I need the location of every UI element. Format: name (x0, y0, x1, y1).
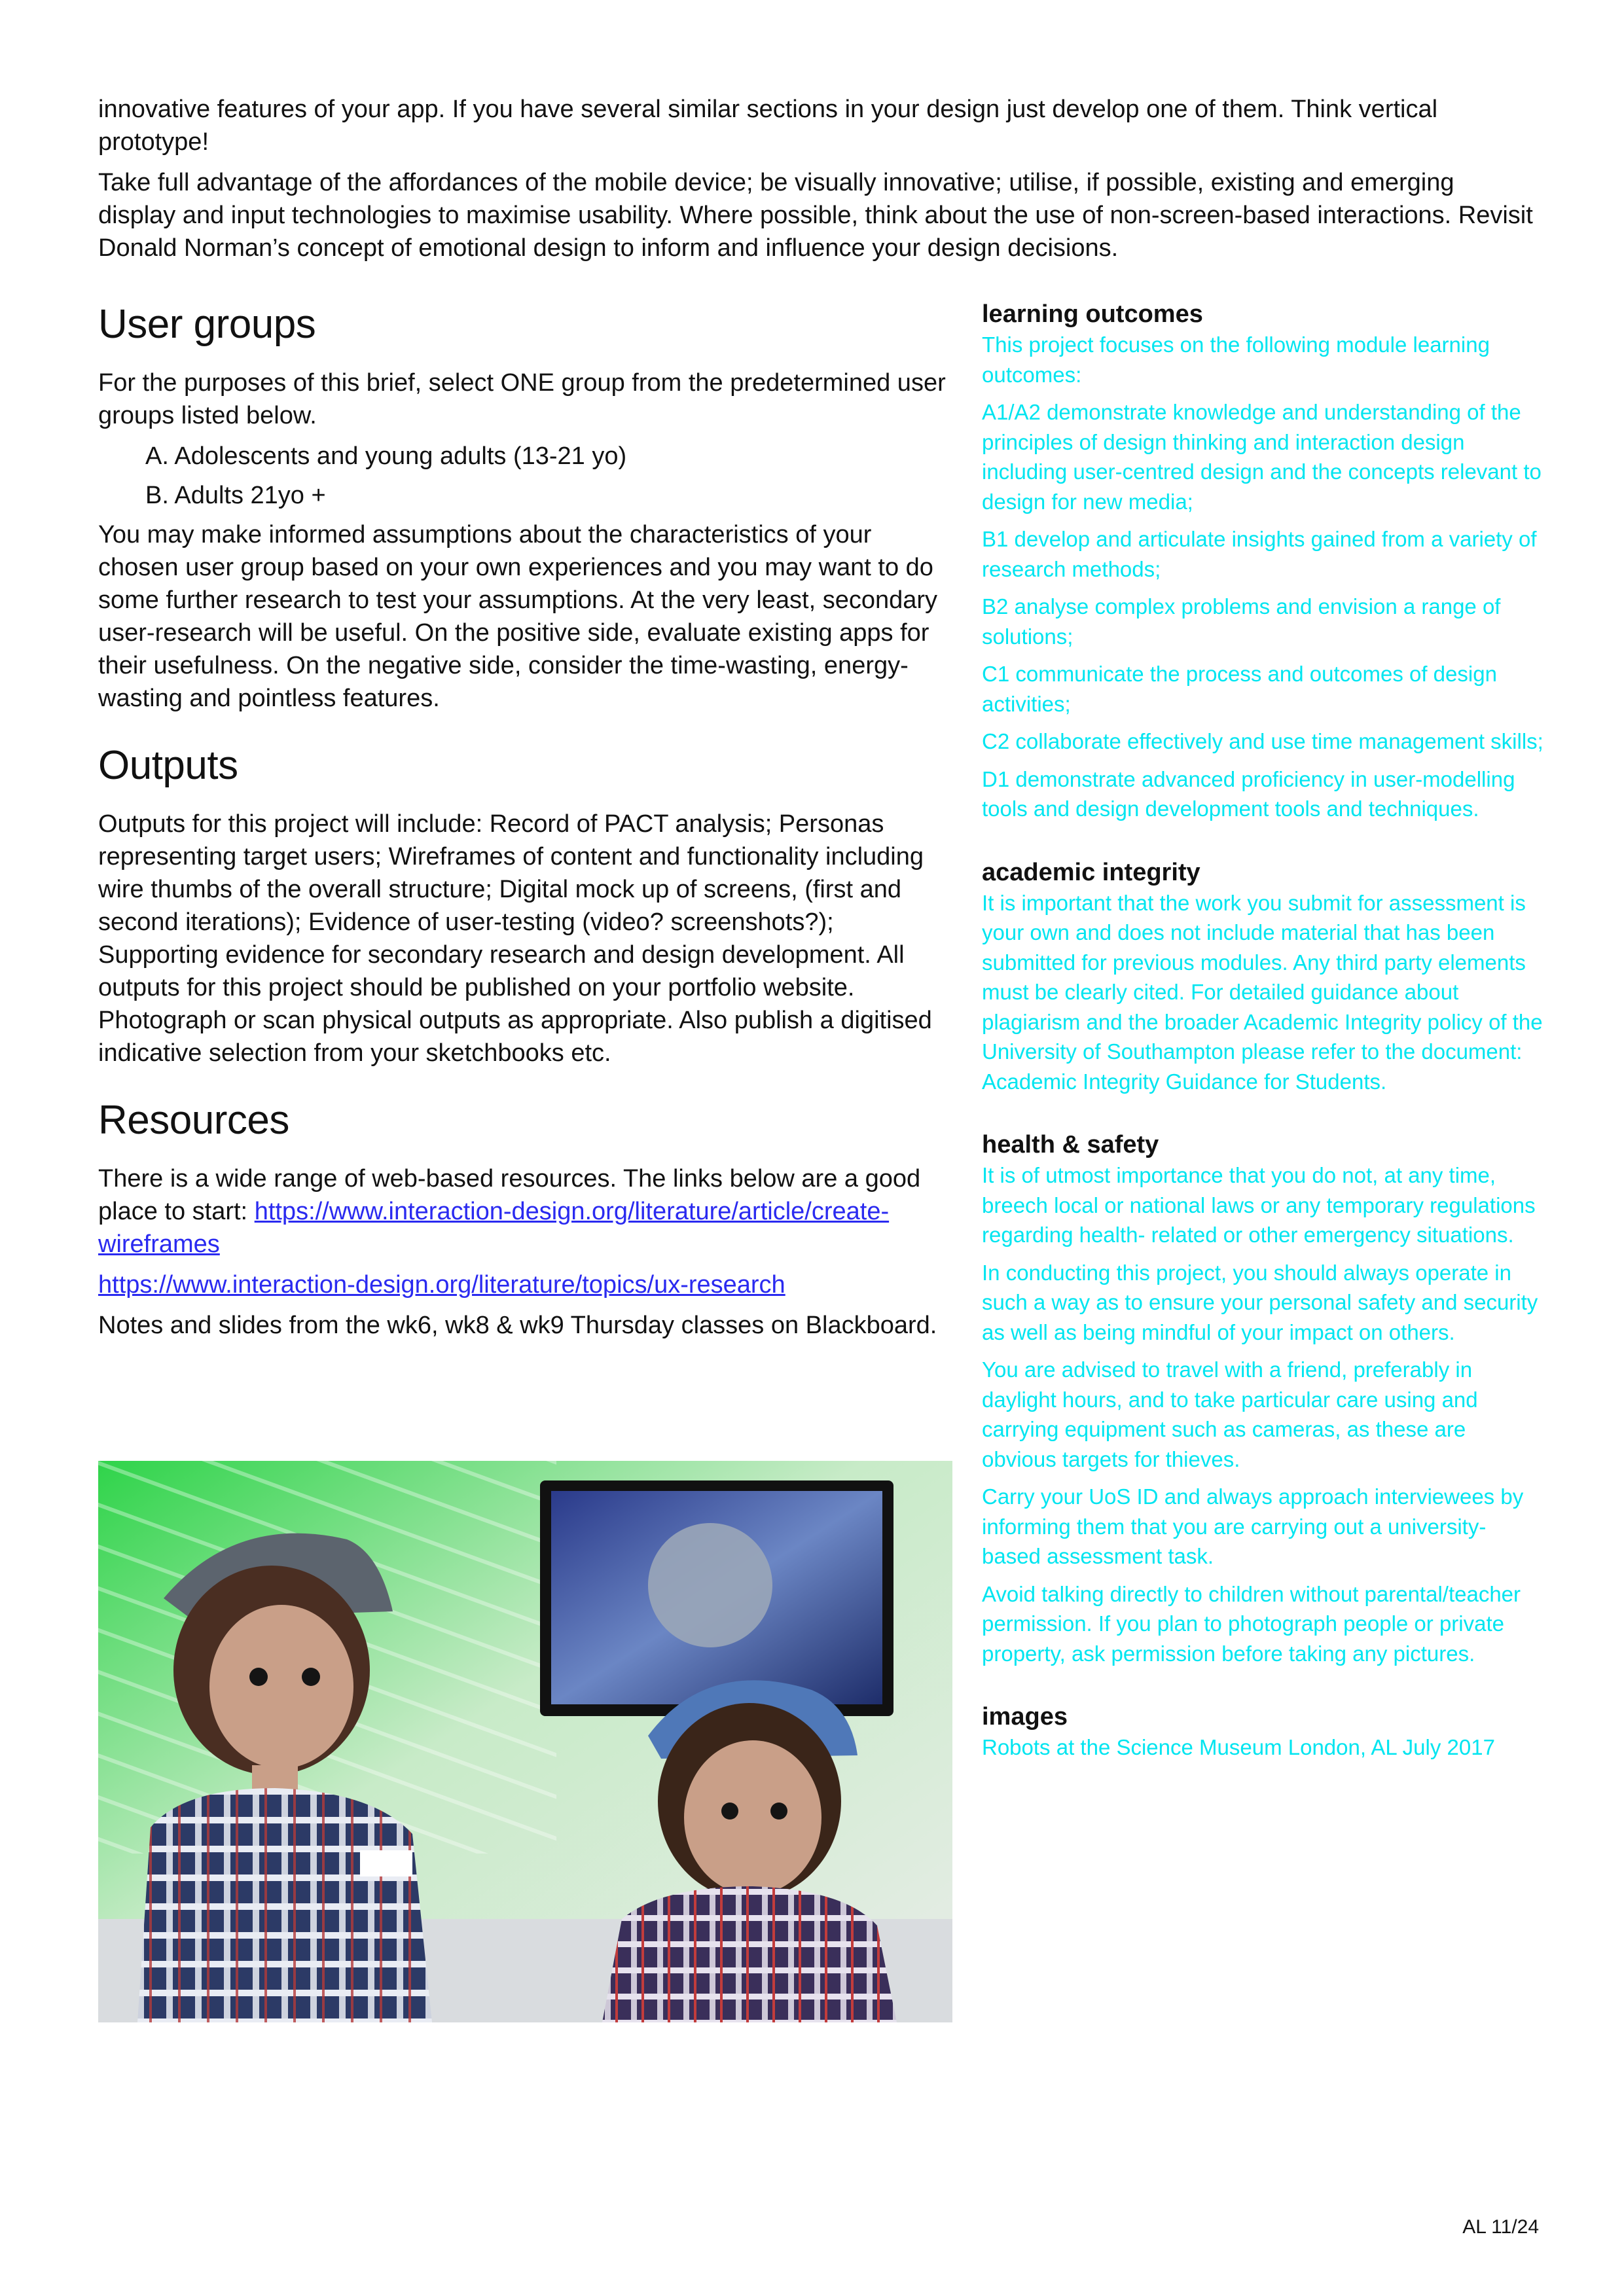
user-groups-heading: User groups (98, 302, 316, 347)
health-safety-heading: health & safety (982, 1131, 1159, 1158)
intro-paragraph-2: Take full advantage of the affordances of the mobile device; be visually innovative; utilise, if possible, existing and emerging display and input technologies to maximise usability. Where possible, think about the use of non-screen-based interactions. Revisit Donald Norman’s concept of emotional design to inform and influence your design decisions. (98, 169, 1533, 262)
resources-body (98, 1162, 949, 1261)
outputs-body: Outputs for this project will include: Record of PACT analysis; Personas representing target users; Wireframes of content and functionality including wire thumbs of the overall structure; Digital mock up of screens, (first and second iterations); Evidence of user-testing (video? screenshots?); Supporting evidence for secondary research and design development. All outputs for this project should be published on your portfolio website. Photograph or scan physical outputs as appropriate. Also publish a digitised indicative selection from your sketchbooks etc. (98, 810, 932, 1067)
resources-section (98, 1096, 949, 1342)
health-safety-item: Carry your UoS ID and always approach interviewees by informing them that you are carrying out a university-based assessment task. (982, 1484, 1524, 1568)
user-groups-intro: For the purposes of this brief, select ONE group from the predetermined user groups listed below. (98, 369, 946, 429)
resources-notes: Notes and slides from the wk6, wk8 & wk9 Thursday classes on Blackboard. (98, 1312, 937, 1339)
health-safety-item: It is of utmost importance that you do not, at any time, breech local or national laws or any temporary regulations regarding health- related or other emergency situations. (982, 1163, 1536, 1247)
resources-heading: Resources (98, 1098, 289, 1143)
learning-outcome-item: C1 communicate the process and outcomes of design activities; (982, 662, 1497, 716)
learning-outcome-item: D1 demonstrate advanced proficiency in user-modelling tools and design development tools and techniques. (982, 766, 1515, 821)
academic-integrity-section (982, 857, 1545, 1097)
resources-intro-text: There is a wide range of web-based resources. The links below are a good place to start: (98, 1165, 921, 1225)
learning-outcome-item: A1/A2 demonstrate knowledge and understanding of the principles of design thinking and interaction design including user-centred design and the concepts relevant to design for new media; (982, 400, 1542, 514)
health-safety-item: Avoid talking directly to children without parental/teacher permission. If you plan to photograph people or private property, ask permission before taking any pictures. (982, 1581, 1521, 1666)
robots-photo (98, 1461, 952, 2022)
learning-outcomes-section (982, 298, 1545, 824)
health-safety-section (982, 1129, 1545, 1668)
user-group-item: B. Adults 21yo + (145, 482, 326, 509)
academic-integrity-text: It is important that the work you submit for assessment is your own and does not include material that has been submitted for previous modules. Any third party elements must be clearly cited. For detailed guidance about plagiarism and the broader Academic Integrity policy of the University of Southampton please refer to the document: Academic Integrity Guidance for Students. (982, 890, 1543, 1094)
intro-paragraph-1: innovative features of your app. If you have several similar sections in your design just develop one of them. Think vertical prototype! (98, 96, 1438, 156)
user-groups-section (98, 300, 949, 715)
health-safety-item: In conducting this project, you should always operate in such a way as to ensure your personal safety and security as well as being mindful of your impact on others. (982, 1260, 1538, 1344)
images-heading: images (982, 1703, 1068, 1731)
right-column (982, 298, 1545, 1795)
learning-outcome-item: B1 develop and articulate insights gained from a variety of research methods; (982, 527, 1537, 581)
intro-section (98, 93, 1538, 272)
user-groups-list (145, 440, 949, 512)
academic-integrity-heading: academic integrity (982, 858, 1200, 886)
health-safety-item: You are advised to travel with a friend, preferably in daylight hours, and to take particular care using and carrying equipment such as cameras, as these are obvious targets for thieves. (982, 1357, 1478, 1471)
ux-research-link[interactable]: https://www.interaction-design.org/literature/topics/ux-research (98, 1271, 785, 1299)
learning-outcome-item: C2 collaborate effectively and use time management skills; (982, 729, 1543, 753)
learning-outcome-item: B2 analyse complex problems and envision a range of solutions; (982, 594, 1501, 649)
page-number: AL 11/24 (1462, 2216, 1539, 2238)
user-groups-body: You may make informed assumptions about the characteristics of your chosen user group based on your own experiences and you may want to do some further research to test your assumptions. At the very least, secondary user-research will be useful. On the positive side, evaluate existing apps for their usefulness. On the negative side, consider the time-wasting, energy-wasting and pointless features. (98, 521, 938, 712)
resources-link-row (98, 1268, 949, 1301)
wireframes-link[interactable]: https://www.interaction-design.org/literature/article/create-wireframes (98, 1198, 890, 1258)
outputs-heading: Outputs (98, 743, 238, 788)
left-column (98, 288, 949, 1350)
image-caption: Robots at the Science Museum London, AL July 2017 (982, 1735, 1495, 1759)
images-section (982, 1701, 1545, 1763)
learning-outcomes-heading: learning outcomes (982, 300, 1203, 328)
user-group-item: A. Adolescents and young adults (13-21 yo) (145, 442, 627, 470)
learning-outcome-item: This project focuses on the following module learning outcomes: (982, 332, 1490, 387)
outputs-section (98, 741, 949, 1069)
